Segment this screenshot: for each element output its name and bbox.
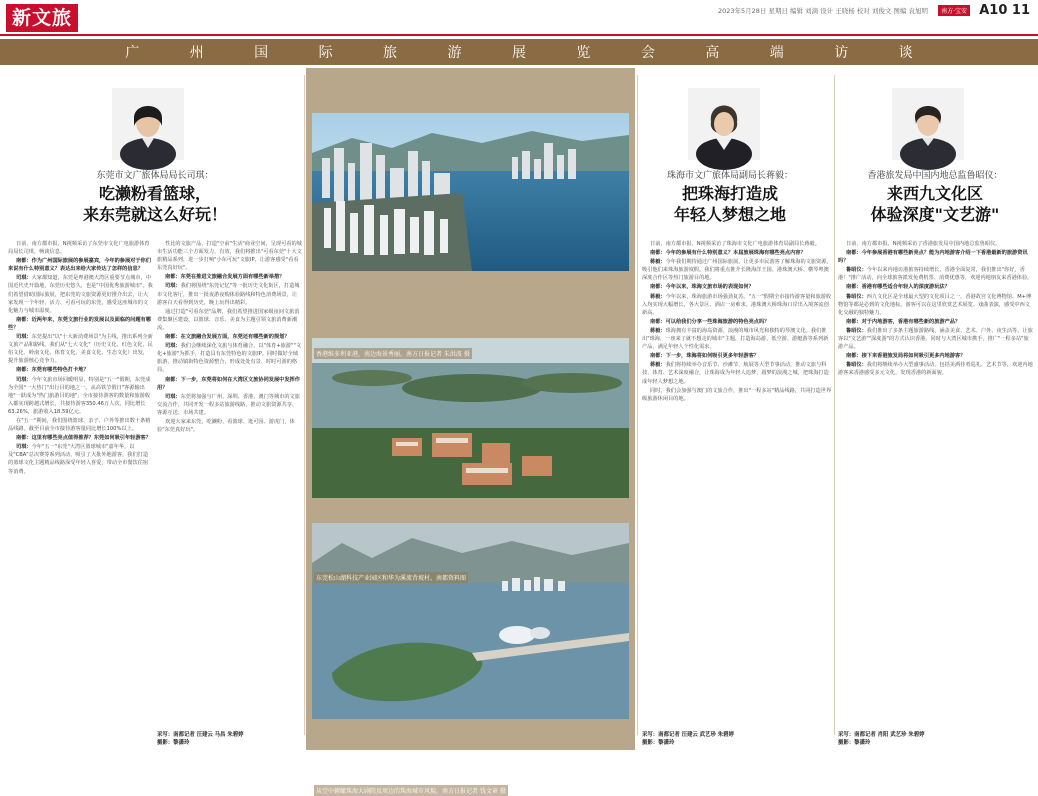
speaker-label: 蒋毅： — [650, 293, 666, 300]
photo-caption: 香港维多利亚港，南边海景秀丽。南方日报记者 朱洪波 摄 — [314, 348, 472, 359]
byline — [642, 731, 734, 747]
headline-line: 体验深度"文艺游" — [870, 205, 1000, 224]
interviewee-intro: 珠海市文广旅体局副局长蒋毅： — [666, 171, 793, 181]
paragraph-text: 南都：在文旅融合发展方面，东莞还有哪些新的规划？ — [165, 334, 290, 341]
speaker-label: 司琪： — [16, 275, 32, 282]
question-paragraph — [838, 318, 1033, 326]
paragraph-text: 大家都知道，东莞是粤港澳大湾区重要节点城市，中国近代史开篇地，东莞历史悠久，也是"中国优秀旅游城市"。我们希望借助国际旅展，把东莞的文旅资源更好推介出去，让大家发现一个年轻、活力、可看可玩的东莞，感受这座城市的文化魅力与城市温度。 — [8, 275, 153, 314]
paragraph-text: 通过打造"可看东莞"品牌，我们希望推进国家级夜间文旅消费集聚区建设，以篮球、音乐、美食为主题引领文旅消费新潮流。 — [157, 308, 300, 331]
paragraph-text: 西九文化区是全球最大型的文化项目之一，香港故宫文化博物馆、M+博物馆等都是必到的文化地标。游客可以在这里欣赏艺术展览、戏曲表演，感受中西文化交融的独特魅力。 — [838, 293, 1032, 316]
songshan-lake-photo — [312, 338, 629, 498]
interviewee-intro: 东莞市文广旅体局局长司琪： — [96, 171, 214, 181]
speaker-label: 司琪： — [165, 393, 181, 400]
headline — [835, 183, 1035, 225]
banner-char: 谈 — [898, 45, 913, 61]
answer-paragraph — [642, 258, 832, 282]
paragraph-text: 今年以来，珠海旅游市场强劲复苏。"五一"假期全市接待游客量和旅游收入均实现大幅增长，各大景区、酒店一房难求，港珠澳大桥珠海口岸出入境客流创新高。 — [642, 293, 832, 316]
banner-char: 端 — [769, 45, 784, 61]
question-paragraph — [838, 249, 1033, 265]
paragraph-text: 东莞提出"以"十大新消费场景"为主线，推出系列全新文旅产品和路线。我们从"七大文化"（历史文化、红色文化、民俗文化、岭南文化、体育文化、美食文化、生态文化）出发，提升旅游核心竞争力。 — [8, 334, 153, 365]
question-paragraph — [642, 352, 832, 360]
question-paragraph — [8, 257, 153, 273]
speaker-label: 鲁昭仪： — [846, 267, 867, 274]
photo-caption: 从空中俯瞰珠海大剧院及周边的珠海城市风貌。南方日报记者 钱文章 摄 — [314, 785, 508, 796]
answer-paragraph — [642, 361, 832, 385]
paragraph-text: 南都：今年参展香港有哪些新亮点？能为内地游客介绍一下香港最新的旅游资讯吗？ — [838, 250, 1028, 265]
headline-line: 年轻人梦想之地 — [673, 205, 786, 224]
banner-char: 际 — [318, 45, 333, 61]
answer-paragraph — [642, 240, 832, 248]
answer-paragraph — [838, 361, 1033, 377]
banner-char: 会 — [640, 45, 655, 61]
column-divider — [304, 75, 305, 735]
paragraph-text: 今年以来内地访港旅客持续增长，香港全面复常，我们推出"你好，香港！"推广活动，向全球旅客派发免费机票、消费优惠等，欢迎内地朋友来香港体验。 — [838, 267, 1033, 282]
banner-char: 州 — [189, 45, 204, 61]
paragraph-text: 欢迎大家来东莞，吃濑粉、看篮球、逛可园、游虎门，体验"东莞真好玩"。 — [157, 418, 295, 434]
answer-paragraph — [8, 274, 153, 314]
victoria-harbour-photo — [312, 113, 629, 271]
banner-char: 旅 — [383, 45, 398, 61]
answer-paragraph — [838, 240, 1033, 248]
speaker-label: 司琪： — [165, 343, 181, 350]
interviewee-intro: 香港旅发局中国内地总监鲁昭仪： — [867, 171, 1003, 181]
paragraph-text: 南都：近两年来，东莞文旅行业的发展以及面临的问题有哪些？ — [8, 316, 151, 331]
headline-line: 来东莞就这么好玩！ — [82, 205, 227, 224]
answer-paragraph — [8, 443, 153, 475]
question-paragraph — [642, 249, 832, 257]
byline — [838, 731, 925, 747]
byline-writers: 采写：南都记者 肖阳 武艺珍 朱碧婷 — [838, 732, 925, 738]
section-logo: 新文旅 — [6, 4, 78, 32]
speaker-label: 鲁昭仪： — [846, 327, 867, 334]
paragraph-text: 今年文旅市场回暖明显，特别是"五一"假期，东莞成为全国"一大热门"出行目的地之一。从高铁节假日"客源输出地"一跃成为"热门旅游目的地"，全市接待游客的数量和旅游收入都实现跨越式增长，共接待游客350.46万人次，同比增长63.26%，旅游收入18.59亿元。 — [8, 376, 151, 415]
answer-paragraph — [8, 333, 153, 365]
paragraph-text: 日前，南方都市报、N视频采访了香港旅发局中国内地总监鲁昭仪。 — [846, 241, 1001, 247]
interviewee-portrait — [112, 88, 184, 160]
speaker-label: 鲁昭仪： — [846, 362, 867, 369]
speaker-label: 鲁昭仪： — [846, 293, 867, 300]
speaker-label: 司琪： — [16, 334, 32, 341]
headline-line: 把珠海打造成 — [681, 184, 778, 203]
headline — [40, 183, 270, 225]
banner-char: 国 — [254, 45, 269, 61]
paragraph-text: 我们会继续深化文旅与体育融合，以"体育+旅游""文化+旅游"为抓手，打造具有东莞特色的文旅IP。同时做好全域旅游，推动镇街特色资源整合，形成处处有景、时时可游的格局。 — [157, 343, 302, 374]
speaker-label: 司琪： — [16, 444, 32, 451]
paragraph-text: 南都：今年以来，珠海文旅市场的表现如何？ — [650, 284, 754, 291]
speaker-label: 蒋毅： — [650, 362, 666, 369]
paragraph-text: 我们将持续举办音乐节、沙滩节、航展等大型节事活动，推动文旅与科技、体育、艺术深度融合，让珠海成为年轻人追梦、圆梦的浪漫之城，把珠海打造成年轻人梦想之地。 — [642, 362, 829, 385]
article-column — [642, 240, 832, 738]
question-paragraph — [8, 316, 153, 332]
paragraph-text: 我们推出了多条主题旅游路线，涵盖美食、艺术、户外、夜生活等，让旅客以"文艺游""深度游"的方式认识香港。同时与大湾区城市携手，推广"一程多站"旅游产品。 — [838, 327, 1033, 351]
question-paragraph — [8, 434, 153, 442]
paragraph-text: 同时，我们会加强与澳门的文旅合作，推出"一程多站"精品线路，共同打造世界级旅游休闲目的地。 — [642, 387, 832, 402]
paragraph-text: 我们将继续举办大型盛事活动，包括美酒佳肴巡礼、艺术节等，欢迎内地游客来香港感受多元文化，发现香港的新面貌。 — [838, 362, 1033, 377]
answer-paragraph — [8, 240, 153, 256]
paragraph-text: 南都：下一步，东莞将如何在大湾区文旅协同发展中发挥作用？ — [157, 376, 300, 391]
question-paragraph — [8, 366, 153, 374]
paragraph-text: 东莞将加强与广州、深圳、香港、澳门等城市的文旅交流合作，共同开发一程多站旅游线路，推动文旅资源共享、客源互送、市场共建。 — [157, 393, 300, 416]
banner-char: 游 — [447, 45, 462, 61]
paragraph-text: 南都：这里有哪些亮点值得推荐？东莞如何吸引年轻游客？ — [16, 435, 151, 442]
banner-char: 访 — [834, 45, 849, 61]
paragraph-text: 南都：今年的参展有什么特别意义？本届旅展珠海有哪些亮点内容？ — [650, 250, 806, 257]
paragraph-text: 我们将围绕"东莞记忆"等一批历史文化街区，打造城市文化客厅，推出一批夜游夜购体验路线和特色消费场景，让游客白天看得到历史，晚上玩得出精彩。 — [157, 283, 300, 306]
question-paragraph — [157, 376, 302, 392]
paragraph-text: 日前，南方都市报、N视频采访了珠海市文化广电旅游体育局副局长蒋毅。 — [650, 241, 820, 247]
paragraph-text: 性比的文旅产品，打造"空前"生活"商业空间，呈现可看的城市生活功能三个方面发力，有效，我们将推出"可看东莞"十大文旅精品系列，进一步打响"小东可玩"文旅IP，让游客感受"看看东莞真好玩"。 — [157, 241, 302, 272]
byline-writers: 采写：南都记者 汪建云 武艺珍 朱碧婷 — [642, 732, 734, 738]
paragraph-text: 南都：东莞在推进文旅融合发展方面有哪些新举措？ — [165, 274, 285, 281]
speaker-label: 蒋毅： — [650, 259, 666, 266]
zhuhai-grand-theatre-photo — [312, 523, 629, 719]
byline-photo: 摄影：黎潇玲 — [642, 740, 675, 746]
answer-paragraph — [157, 393, 302, 417]
interviewee-portrait — [688, 88, 760, 160]
question-paragraph — [838, 283, 1033, 291]
paragraph-text: 今年我们期待通过广州国际旅展，让更多市民游客了解珠海的文旅资源，吸引他们来珠海旅游度假。我们将重点推介长隆海洋王国、港珠澳大桥、横琴粤澳深度合作区等热门旅游目的地。 — [642, 259, 832, 282]
question-paragraph — [157, 333, 302, 341]
photo-panel — [306, 68, 635, 795]
answer-paragraph — [157, 342, 302, 374]
masthead — [0, 0, 1038, 36]
byline-photo: 摄影：黎潇玲 — [157, 740, 190, 746]
paragraph-text: 今年"五一"东莞"大湾区篮球城市"嘉年华，以及"CBA"总决赛等系列活动，吸引了大批外地游客，我们打造的篮球文化主题精品线路深受年轻人喜爱，带动全市餐饮住宿等消费。 — [8, 444, 149, 475]
speaker-label: 司琪： — [165, 283, 181, 290]
answer-paragraph — [157, 240, 302, 272]
answer-paragraph — [157, 418, 302, 434]
headline-line: 吃濑粉看篮球， — [98, 184, 211, 203]
series-banner — [0, 39, 1038, 65]
interviewee-portrait — [892, 88, 964, 160]
banner-char: 展 — [511, 45, 526, 61]
article-column — [8, 240, 153, 728]
headline — [640, 183, 820, 225]
byline — [157, 731, 244, 747]
answer-paragraph — [642, 327, 832, 351]
issue-meta: 2023年5月28日 星期日 编辑 刘滴 设计 王晓杨 校对 刘俊文 图编 袁旭明 — [717, 7, 928, 15]
question-paragraph — [642, 283, 832, 291]
question-paragraph — [642, 318, 832, 326]
paragraph-text: 日前，南方都市报、N视频采访了东莞市文化广电旅游体育局局长司琪，畅谈信息。 — [8, 241, 150, 256]
headline-line: 来西九文化区 — [886, 184, 983, 203]
paragraph-text: 珠海拥有丰富的海岛资源、浪漫的城市风光和独特的琴澳文化。我们推出"珠海，一座来了就不想走的城市"主题，打造海岛游、低空游、游艇游等系列新产品，满足年轻人个性化需求。 — [642, 327, 829, 351]
answer-paragraph — [8, 376, 153, 416]
paragraph-text: 南都：下一步，珠海将如何吸引更多年轻游客？ — [650, 353, 759, 360]
question-paragraph — [838, 352, 1033, 360]
question-paragraph — [157, 273, 302, 281]
page-number: A10 11 — [979, 3, 1030, 18]
speaker-label: 司琪： — [16, 376, 32, 383]
answer-paragraph — [838, 327, 1033, 351]
byline-photo: 摄影：黎潇玲 — [838, 740, 871, 746]
answer-paragraph — [838, 293, 1033, 317]
answer-paragraph — [838, 266, 1033, 282]
answer-paragraph — [8, 417, 153, 433]
article-column — [157, 240, 302, 728]
byline-writers: 采写：南都记者 汪建云 马昌 朱碧婷 — [157, 732, 244, 738]
paragraph-text: 南都：接下来香港旅发局将如何吸引更多内地游客？ — [846, 353, 966, 360]
column-divider — [637, 75, 638, 735]
photo-caption: 东莞松山湖科技产业园区和华为溪流背坡村。南都资料图 — [314, 572, 468, 583]
paragraph-text: 南都：东莞有哪些特色打卡地？ — [16, 367, 89, 374]
answer-paragraph — [157, 308, 302, 332]
article-column — [838, 240, 1033, 728]
answer-paragraph — [642, 293, 832, 317]
speaker-label: 蒋毅： — [650, 327, 666, 334]
paragraph-text: 南都：可以给我们分享一些珠海旅游的特色亮点吗？ — [650, 318, 770, 325]
paragraph-text: 南都：香港有哪些适合年轻人的深度游玩法？ — [846, 284, 950, 291]
answer-paragraph — [157, 282, 302, 306]
paragraph-text: 南都：对于内地游客，香港有哪些新的旅游产品？ — [846, 318, 961, 325]
banner-char: 广 — [125, 45, 140, 61]
edition-tag: 南方·宝安 — [938, 5, 970, 16]
banner-char: 高 — [705, 45, 720, 61]
paragraph-text: 在"五一"期间，我们围绕篮球、亲子、户外等推出数十条精品线路。截至目前全市接待游客量同比增长100%以上。 — [8, 417, 151, 433]
banner-char: 览 — [576, 45, 591, 61]
answer-paragraph — [642, 387, 832, 403]
paragraph-text: 南都：作为广州国际旅展的参展嘉宾，今年的参展对于你们来说有什么特别意义？表达出来给大家传达了怎样的信息？ — [8, 258, 151, 273]
